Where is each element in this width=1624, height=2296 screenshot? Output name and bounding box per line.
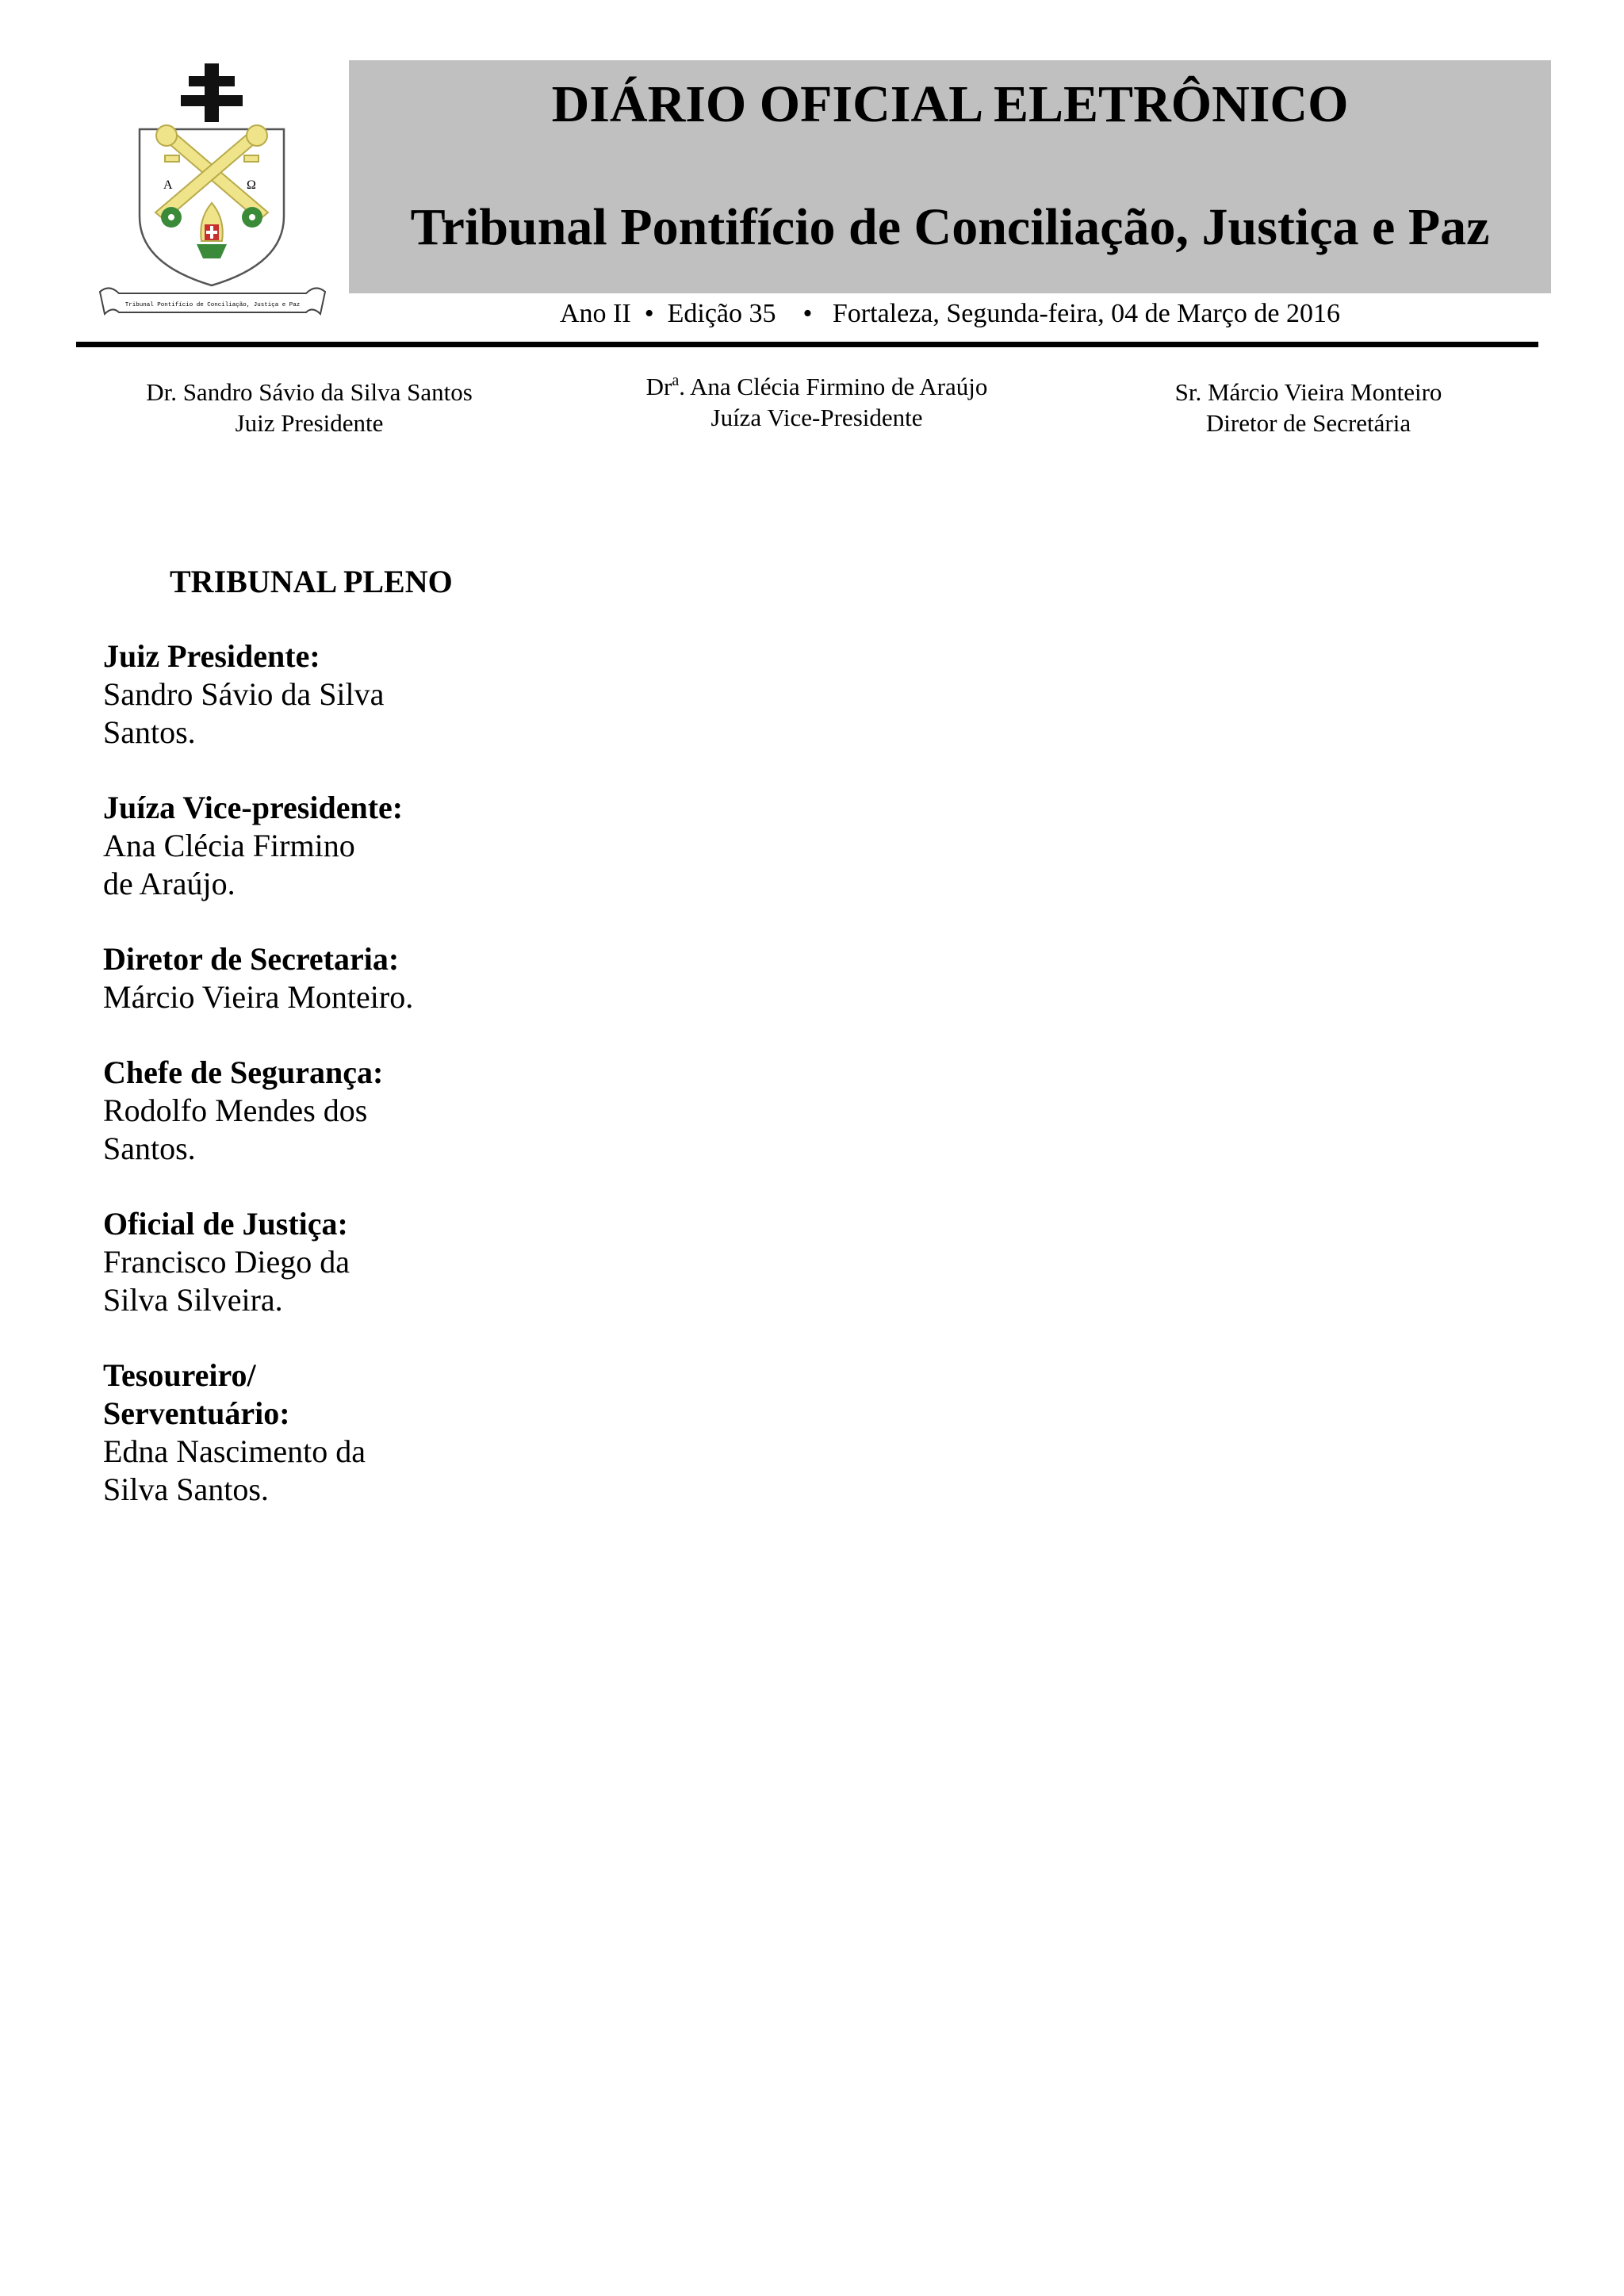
member-role: Tesoureiro/ Serventuário: xyxy=(103,1357,290,1431)
member-name: Edna Nascimento da Silva Santos. xyxy=(103,1433,366,1507)
list-item xyxy=(103,1054,515,1168)
list-item xyxy=(103,940,515,1016)
member-name: Márcio Vieira Monteiro. xyxy=(103,979,414,1015)
alpha-letter: A xyxy=(163,178,173,192)
journal-title: DIÁRIO OFICIAL ELETRÔNICO xyxy=(551,75,1349,133)
tribunal-name: Tribunal Pontifício de Conciliação, Justiça e Paz xyxy=(410,198,1490,256)
emblem-banner-text: Tribunal Pontifício de Conciliação, Justiça e Paz xyxy=(124,302,301,308)
officer-president xyxy=(95,377,523,438)
omega-letter: Ω xyxy=(247,178,256,192)
officer-name: Dr$^a$. Ana Clécia Firmino de Araújo xyxy=(645,372,988,400)
officer-name: Dr. Sandro Sávio da Silva Santos xyxy=(146,378,473,406)
member-role: Diretor de Secretaria: xyxy=(103,941,400,977)
list-item xyxy=(103,1205,515,1319)
edition-line: Ano II • Edição 35 • Fortaleza, Segunda-feira, 04 de Março de 2016 xyxy=(560,299,1340,328)
list-item xyxy=(103,637,515,752)
plenary-member-list xyxy=(103,637,515,1546)
coat-of-arms-icon xyxy=(94,62,331,327)
header-divider xyxy=(76,342,1538,347)
member-name: Francisco Diego da Silva Silveira. xyxy=(103,1244,350,1318)
member-role: Juiz Presidente: xyxy=(103,638,320,674)
list-item xyxy=(103,1357,515,1509)
member-role: Oficial de Justiça: xyxy=(103,1206,348,1242)
list-item xyxy=(103,789,515,903)
officer-title: Juiz Presidente xyxy=(235,409,384,437)
plenary-heading: TRIBUNAL PLENO xyxy=(170,564,453,599)
member-role: Juíza Vice-presidente: xyxy=(103,790,404,825)
tribunal-emblem xyxy=(94,62,331,327)
officer-title: Diretor de Secretária xyxy=(1205,409,1411,437)
officer-vice-president xyxy=(595,371,1039,433)
member-name: Sandro Sávio da Silva Santos. xyxy=(103,676,385,750)
officer-title: Juíza Vice-Presidente xyxy=(710,404,923,431)
member-role: Chefe de Segurança: xyxy=(103,1054,384,1090)
member-name: Rodolfo Mendes dos Santos. xyxy=(103,1093,368,1166)
officer-secretary-director xyxy=(1078,377,1538,438)
member-name: Ana Clécia Firmino de Araújo. xyxy=(103,828,355,901)
officer-name: Sr. Márcio Vieira Monteiro xyxy=(1174,378,1442,406)
